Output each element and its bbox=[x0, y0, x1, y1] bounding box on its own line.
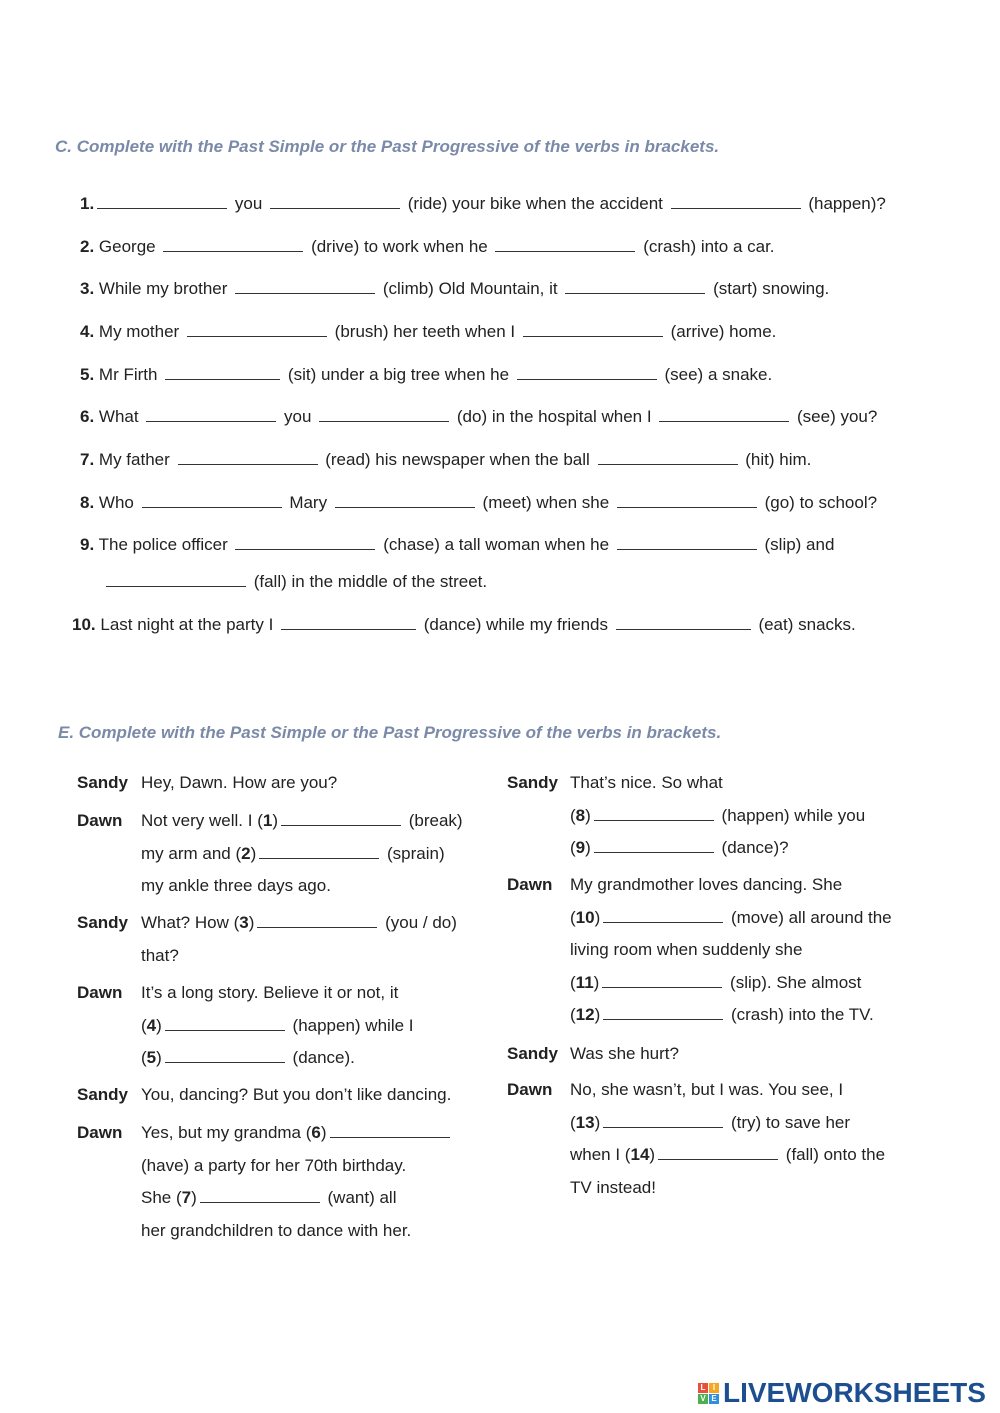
answer-blank[interactable] bbox=[165, 1016, 285, 1031]
item-text: (go) to school? bbox=[759, 493, 878, 512]
blank-number: 11 bbox=[575, 972, 594, 992]
blank-number: 4 bbox=[146, 1015, 157, 1035]
item-text: Mary bbox=[284, 493, 332, 512]
dialogue-line: (12) (crash) into the TV. bbox=[570, 1005, 874, 1024]
dialogue-line: No, she wasn’t, but I was. You see, I bbox=[570, 1080, 844, 1099]
dialogue-line: (10) (move) all around the bbox=[570, 907, 892, 927]
answer-blank[interactable] bbox=[671, 194, 801, 209]
dialogue-line: That’s nice. So what bbox=[570, 773, 723, 792]
speaker-label: Sandy bbox=[77, 773, 129, 792]
answer-blank[interactable] bbox=[200, 1188, 320, 1203]
answer-blank[interactable] bbox=[602, 973, 722, 988]
answer-blank[interactable] bbox=[178, 450, 318, 465]
answer-blank[interactable] bbox=[495, 237, 635, 252]
answer-blank[interactable] bbox=[603, 908, 723, 923]
dialogue-line: My grandmother loves dancing. She bbox=[570, 875, 843, 894]
answer-blank[interactable] bbox=[658, 1145, 778, 1160]
logo-text: LIVEWORKSHEETS bbox=[723, 1377, 986, 1408]
blank-number: 5 bbox=[146, 1048, 157, 1067]
item-text: (sit) under a big tree when he bbox=[283, 365, 514, 384]
exercise-item bbox=[80, 535, 834, 555]
answer-blank[interactable] bbox=[565, 279, 705, 294]
logo-mark-icon: L I V E bbox=[698, 1383, 719, 1404]
speaker-label: Dawn bbox=[77, 983, 123, 1002]
exercise-item bbox=[80, 493, 877, 513]
exercise-item bbox=[80, 279, 829, 299]
dialogue-line: my arm and (2) (sprain) bbox=[141, 843, 445, 863]
answer-blank[interactable] bbox=[603, 1005, 723, 1020]
item-text: (climb) Old Mountain, it bbox=[378, 279, 563, 298]
item-text: (see) you? bbox=[792, 407, 878, 426]
item-text: While my brother bbox=[94, 279, 233, 298]
blank-number: 2 bbox=[241, 843, 251, 863]
dialogue-line: It’s a long story. Believe it or not, it bbox=[141, 983, 399, 1002]
item-text: (eat) snacks. bbox=[753, 615, 856, 634]
item-text: (see) a snake. bbox=[659, 365, 773, 384]
answer-blank[interactable] bbox=[616, 615, 751, 630]
item-text: (start) snowing. bbox=[708, 279, 830, 298]
speaker-label: Sandy bbox=[77, 913, 129, 932]
item-text: (happen)? bbox=[803, 194, 886, 213]
item-text: (chase) a tall woman when he bbox=[378, 535, 614, 554]
exercise-item bbox=[72, 615, 856, 635]
item-text: (meet) when she bbox=[477, 493, 614, 512]
answer-blank[interactable] bbox=[270, 194, 400, 209]
answer-blank[interactable] bbox=[594, 838, 714, 853]
exercise-item bbox=[103, 572, 487, 592]
blank-number: 13 bbox=[575, 1112, 595, 1132]
section-e-heading: E. Complete with the Past Simple or the Past Progressive of the verbs in brackets. bbox=[58, 723, 722, 742]
answer-blank[interactable] bbox=[319, 407, 449, 422]
item-text: Who bbox=[94, 493, 139, 512]
answer-blank[interactable] bbox=[330, 1123, 450, 1138]
speaker-label: Dawn bbox=[507, 1080, 553, 1099]
item-text: you bbox=[230, 194, 268, 213]
blank-number: 12 bbox=[575, 1005, 595, 1024]
item-text: (brush) her teeth when I bbox=[329, 322, 520, 341]
blank-number: 1 bbox=[262, 811, 273, 830]
item-number: 9. bbox=[80, 535, 95, 554]
item-text: (arrive) home. bbox=[665, 322, 777, 341]
item-text: (dance) while my friends bbox=[419, 615, 613, 634]
item-text: (drive) to work when he bbox=[306, 237, 493, 256]
blank-number: 7 bbox=[181, 1188, 192, 1207]
dialogue-line: Yes, but my grandma (6) bbox=[141, 1123, 453, 1143]
answer-blank[interactable] bbox=[106, 572, 246, 587]
dialogue-line: She (7) (want) all bbox=[141, 1188, 397, 1207]
answer-blank[interactable] bbox=[659, 407, 789, 422]
item-text: My mother bbox=[94, 322, 184, 341]
dialogue-line: Was she hurt? bbox=[570, 1044, 679, 1063]
answer-blank[interactable] bbox=[603, 1113, 723, 1128]
answer-blank[interactable] bbox=[617, 535, 757, 550]
answer-blank[interactable] bbox=[235, 279, 375, 294]
answer-blank[interactable] bbox=[163, 237, 303, 252]
answer-blank[interactable] bbox=[594, 806, 714, 821]
item-number: 1. bbox=[80, 194, 95, 213]
speaker-label: Sandy bbox=[507, 1044, 559, 1063]
answer-blank[interactable] bbox=[617, 493, 757, 508]
answer-blank[interactable] bbox=[165, 365, 280, 380]
item-text: My father bbox=[94, 450, 175, 469]
exercise-item bbox=[80, 407, 877, 427]
answer-blank[interactable] bbox=[146, 407, 276, 422]
dialogue-line: Not very well. I (1) (break) bbox=[141, 811, 463, 830]
answer-blank[interactable] bbox=[257, 913, 377, 928]
speaker-label: Dawn bbox=[77, 1123, 123, 1142]
blank-number: 14 bbox=[630, 1145, 650, 1164]
exercise-item bbox=[80, 322, 776, 342]
dialogue-line: (9) (dance)? bbox=[570, 838, 789, 857]
dialogue-line: TV instead! bbox=[570, 1177, 656, 1197]
blank-number: 8 bbox=[575, 805, 586, 825]
blank-number: 6 bbox=[311, 1123, 321, 1142]
item-number: 5. bbox=[80, 365, 95, 384]
speaker-label: Dawn bbox=[77, 811, 123, 830]
dialogue-line: (11) (slip). She almost bbox=[570, 972, 862, 992]
answer-blank[interactable] bbox=[281, 811, 401, 826]
answer-blank[interactable] bbox=[142, 493, 282, 508]
dialogue-line: (have) a party for her 70th birthday. bbox=[141, 1155, 407, 1175]
item-number: 10. bbox=[72, 615, 96, 634]
item-number: 4. bbox=[80, 322, 95, 341]
exercise-item bbox=[80, 194, 886, 214]
answer-blank[interactable] bbox=[598, 450, 738, 465]
section-c-heading: C. Complete with the Past Simple or the Past Progressive of the verbs in brackets. bbox=[55, 137, 720, 156]
dialogue-line: when I (14) (fall) onto the bbox=[570, 1145, 886, 1164]
item-text: (hit) him. bbox=[740, 450, 812, 469]
item-text: (do) in the hospital when I bbox=[452, 407, 657, 426]
exercise-item bbox=[80, 365, 772, 385]
speaker-label: Sandy bbox=[507, 773, 559, 792]
item-text: (ride) your bike when the accident bbox=[403, 194, 668, 213]
blank-number: 9 bbox=[575, 838, 586, 857]
item-number: 8. bbox=[80, 493, 95, 512]
answer-blank[interactable] bbox=[517, 365, 657, 380]
dialogue-line: (8) (happen) while you bbox=[570, 805, 866, 825]
item-text: (read) his newspaper when the ball bbox=[320, 450, 595, 469]
dialogue-line: (13) (try) to save her bbox=[570, 1112, 851, 1132]
dialogue-line: my ankle three days ago. bbox=[141, 876, 331, 895]
answer-blank[interactable] bbox=[187, 322, 327, 337]
dialogue-line: What? How (3) (you / do) bbox=[141, 913, 457, 932]
answer-blank[interactable] bbox=[281, 615, 416, 630]
blank-number: 10 bbox=[575, 907, 595, 927]
dialogue-line: her grandchildren to dance with her. bbox=[141, 1220, 412, 1240]
exercise-item bbox=[80, 237, 775, 257]
answer-blank[interactable] bbox=[335, 493, 475, 508]
exercise-item bbox=[80, 450, 811, 470]
item-text: George bbox=[94, 237, 161, 256]
item-text: (fall) in the middle of the street. bbox=[249, 572, 488, 591]
answer-blank[interactable] bbox=[97, 194, 227, 209]
item-number: 7. bbox=[80, 450, 95, 469]
item-text: Last night at the party I bbox=[95, 615, 279, 634]
speaker-label: Dawn bbox=[507, 875, 553, 894]
speaker-label: Sandy bbox=[77, 1085, 129, 1104]
item-text: Mr Firth bbox=[94, 365, 163, 384]
item-number: 6. bbox=[80, 407, 95, 426]
item-number: 2. bbox=[80, 237, 95, 256]
dialogue-line: living room when suddenly she bbox=[570, 940, 803, 959]
dialogue-line: You, dancing? But you don’t like dancing. bbox=[141, 1085, 452, 1104]
item-text: What bbox=[94, 407, 144, 426]
answer-blank[interactable] bbox=[259, 844, 379, 859]
dialogue-line: (5) (dance). bbox=[141, 1048, 355, 1067]
answer-blank[interactable] bbox=[523, 322, 663, 337]
item-text: The police officer bbox=[94, 535, 233, 554]
liveworksheets-logo bbox=[698, 1378, 986, 1408]
answer-blank[interactable] bbox=[165, 1048, 285, 1063]
dialogue-line: (4) (happen) while I bbox=[141, 1015, 414, 1035]
dialogue-line: Hey, Dawn. How are you? bbox=[141, 773, 338, 792]
blank-number: 3 bbox=[239, 913, 249, 932]
item-number: 3. bbox=[80, 279, 95, 298]
item-text: (slip) and bbox=[759, 535, 835, 554]
answer-blank[interactable] bbox=[235, 535, 375, 550]
dialogue-line: that? bbox=[141, 945, 179, 965]
item-text: you bbox=[279, 407, 317, 426]
item-text: (crash) into a car. bbox=[638, 237, 775, 256]
